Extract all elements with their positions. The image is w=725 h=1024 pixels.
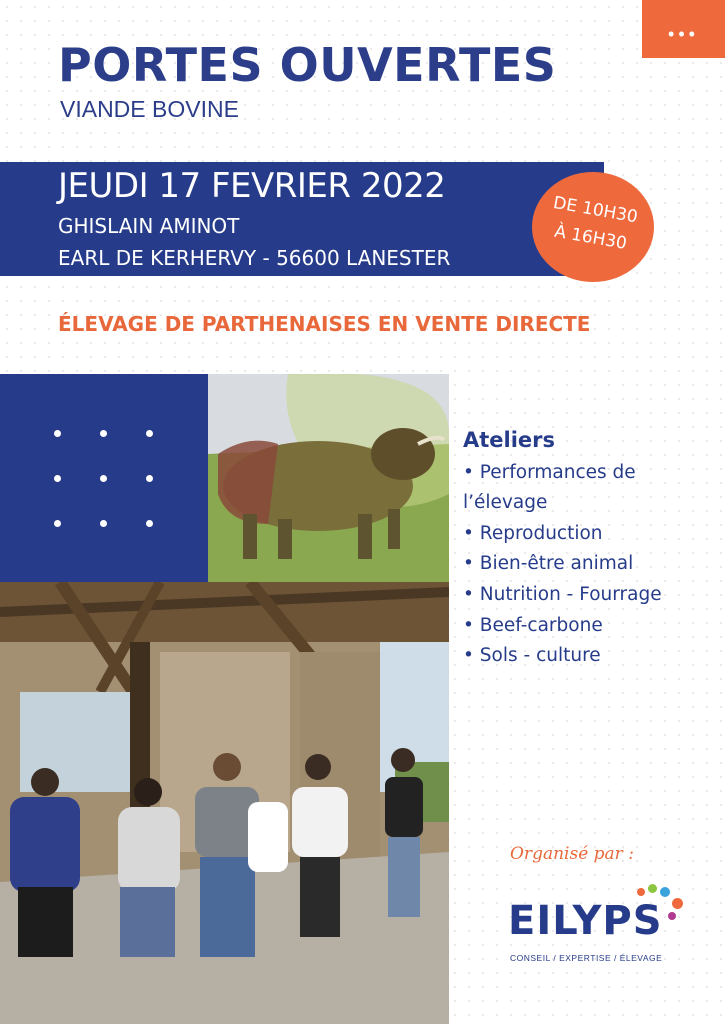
dots-panel [0,374,208,582]
atelier-item: l’élevage [463,492,548,513]
logo-dot [637,888,645,896]
page-subtitle: VIANDE BOVINE [60,96,239,122]
barn-visit-photo [0,582,449,1024]
decor-dot [54,520,61,527]
event-address: EARL DE KERHERVY - 56600 LANESTER [58,246,451,270]
atelier-item: • Sols - culture [463,645,601,666]
logo-dot [672,898,683,909]
atelier-item: • Beef-carbone [463,615,603,636]
decor-dot [100,475,107,482]
logo-dot [648,884,657,893]
eilyps-logo-tagline: CONSEIL / EXPERTISE / ÉLEVAGE [510,953,663,963]
time-start: DE 10H30 [551,192,640,228]
atelier-item: • Nutrition - Fourrage [463,584,662,605]
decor-dot [146,520,153,527]
bull-illustration [208,374,449,582]
decor-dot [100,430,107,437]
menu-box [642,0,725,58]
event-date: JEUDI 17 FEVRIER 2022 [58,166,446,206]
page-title: PORTES OUVERTES [58,38,557,92]
decor-dot [54,430,61,437]
tagline: ÉLEVAGE DE PARTHENAISES EN VENTE DIRECTE [58,312,591,336]
barn-illustration [0,582,449,1024]
bull-photo [208,374,449,582]
logo-dot [660,887,670,897]
decor-dot [146,430,153,437]
atelier-item: • Reproduction [463,523,603,544]
decor-dot [54,475,61,482]
ateliers-title: Ateliers [463,428,556,452]
decor-dot [100,520,107,527]
decor-dot [146,475,153,482]
organizer-label: Organisé par : [510,844,634,864]
ellipsis-icon: ••• [668,24,699,44]
atelier-item: • Bien-être animal [463,553,634,574]
atelier-item: • Performances de [463,462,636,483]
time-end: À 16H30 [552,221,629,254]
event-host: GHISLAIN AMINOT [58,214,240,238]
logo-dot [668,912,676,920]
eilyps-logo: EILYPS [508,898,663,944]
